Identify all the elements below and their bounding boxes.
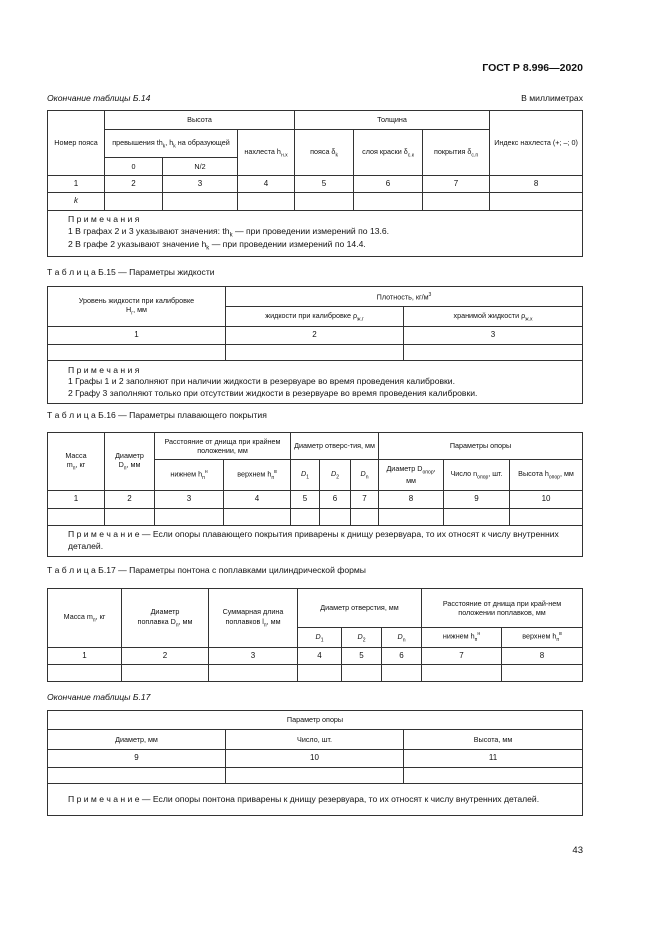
table-b17 (47, 588, 583, 682)
table-b17-end (47, 710, 583, 816)
col-support-height: Высота $h_{опор}$, мм (510, 460, 583, 491)
table-b14-units: В миллиметрах (521, 93, 583, 103)
col-d2: $D_2$ (320, 460, 351, 491)
table-b17-caption: Т а б л и ц а Б.17 — Параметры понтона с поплавками цилиндрической формы (47, 565, 366, 575)
table-b14 (47, 110, 583, 257)
col-overlap-index: Индекс нахлеста (+; –; 0) (490, 111, 583, 176)
col-n-half: N/2 (163, 158, 238, 176)
col-distance: Расстояние от днища при крайнем положении, мм (155, 433, 291, 460)
col-num: 8 (502, 648, 583, 665)
col-coating: покрытия $\delta_{с.п}$ (423, 130, 490, 176)
col-num: 5 (295, 176, 354, 193)
col-float-diameter: Диаметр поплавка $D_п$, мм (122, 589, 209, 648)
note-text: — Если опоры плавающего покрытия приварены к днищу резервуара, то их относят к числу внутренних деталей. (68, 529, 559, 551)
col-paint-layer: слоя краски $\delta_{с.к}$ (354, 130, 423, 176)
table-b17-end-note (48, 784, 583, 816)
col-num: 3 (209, 648, 298, 665)
col-d1: $D_1$ (291, 460, 320, 491)
col-num: 3 (404, 327, 583, 345)
col-num: 7 (351, 491, 379, 509)
col-support-count: Число $n_{опор}$, шт. (444, 460, 510, 491)
col-d1: $D_1$ (298, 628, 342, 648)
col-excess: превышения $th_k$, $h_k$ на образующей (105, 130, 238, 158)
col-support-param: Параметр опоры (48, 711, 583, 730)
document-id: ГОСТ Р 8.996—2020 (482, 62, 583, 74)
col-num: 4 (238, 176, 295, 193)
col-num: 6 (320, 491, 351, 509)
col-height: Высота (105, 111, 295, 130)
table-b14-caption: Окончание таблицы Б.14 (47, 93, 151, 103)
col-num: 9 (48, 750, 226, 768)
col-belt-number: Номер пояса (48, 111, 105, 176)
table-b15 (47, 286, 583, 404)
table-b16-note (48, 526, 583, 557)
col-support-diameter: Диаметр $D_{опор}$, мм (379, 460, 444, 491)
col-num: 1 (48, 327, 226, 345)
col-num: 9 (444, 491, 510, 509)
col-belt-thickness: пояса $\delta_k$ (295, 130, 354, 176)
notes-title: П р и м е ч а н и я (68, 214, 140, 224)
col-num: 8 (490, 176, 583, 193)
col-num: 4 (298, 648, 342, 665)
col-density-stored: хранимой жидкости $\rho_{ж.х}$ (404, 307, 583, 327)
col-float-length: Суммарная длина поплавков $l_п$, мм (209, 589, 298, 648)
col-num: 2 (122, 648, 209, 665)
col-num: 3 (163, 176, 238, 193)
note-title: П р и м е ч а н и е (68, 793, 140, 804)
page-number: 43 (572, 845, 583, 856)
col-zero: 0 (105, 158, 163, 176)
col-num: 2 (105, 491, 155, 509)
col-num: 8 (379, 491, 444, 509)
table-b16 (47, 432, 583, 557)
col-density: Плотность, $кг/м^3$ (226, 287, 583, 307)
col-liquid-level: Уровень жидкости при калибровке $H_г$, мм (48, 287, 226, 327)
note-text: — Если опоры понтона приварены к днищу резервуара, то их относят к числу внутренних деталей. (139, 793, 540, 804)
col-thickness: Толщина (295, 111, 490, 130)
col-num: 2 (226, 327, 404, 345)
col-height: Высота, мм (404, 730, 583, 750)
col-support-params: Параметры опоры (379, 433, 583, 460)
col-num: 5 (291, 491, 320, 509)
col-diameter: Диаметр $D_п$, мм (105, 433, 155, 491)
col-num: 7 (423, 176, 490, 193)
col-num: 5 (342, 648, 382, 665)
col-num: 1 (48, 648, 122, 665)
col-num: 3 (155, 491, 224, 509)
note-title: П р и м е ч а н и е (68, 529, 140, 540)
col-mass: Масса $m_п$, кг (48, 589, 122, 648)
col-density-calibration: жидкости при калибровке $\rho_{ж.г}$ (226, 307, 404, 327)
col-lower: нижнем $h_п^н$ (155, 460, 224, 491)
col-num: 11 (404, 750, 583, 768)
col-diameter: Диаметр, мм (48, 730, 226, 750)
col-mass: Масса $m_п$, кг (48, 433, 105, 491)
table-b14-notes (48, 211, 583, 257)
col-num: 10 (226, 750, 404, 768)
note-2: 2 Графу 3 заполняют только при отсутствии жидкости в резервуаре во время проведения калибровки. (68, 387, 478, 398)
table-b15-caption: Т а б л и ц а Б.15 — Параметры жидкости (47, 267, 215, 277)
col-num: 10 (510, 491, 583, 509)
col-upper: верхнем $h_п^в$ (502, 628, 583, 648)
col-num: 1 (48, 176, 105, 193)
col-hole-diameter: Диаметр отверс-тия, мм (291, 433, 379, 460)
col-distance: Расстояние от днища при край-нем положении поплавков, мм (422, 589, 583, 628)
col-d2: $D_2$ (342, 628, 382, 648)
col-hole-diameter: Диаметр отверстия, мм (298, 589, 422, 628)
col-overlap: нахлеста $h_{н.х}$ (238, 130, 295, 176)
notes-title: П р и м е ч а н и я (68, 364, 140, 375)
col-num: 6 (354, 176, 423, 193)
col-num: 1 (48, 491, 105, 509)
col-num: 7 (422, 648, 502, 665)
col-num: 6 (382, 648, 422, 665)
note-1: 1 Графы 1 и 2 заполняют при наличии жидкости в резервуаре во время проведения калибровки. (68, 376, 455, 387)
col-lower: нижнем $h_п^н$ (422, 628, 502, 648)
note-1: 1 В графах 2 и 3 указывают значения: $th_k$ — при проведении измерений по 13.6. (68, 225, 390, 239)
row-k: k (48, 193, 105, 211)
col-count: Число, шт. (226, 730, 404, 750)
col-dn: $D_n$ (382, 628, 422, 648)
table-b16-caption: Т а б л и ц а Б.16 — Параметры плавающего покрытия (47, 410, 267, 420)
note-2: 2 В графе 2 указывают значение $h_k$ — при проведении измерений по 14.4. (68, 239, 366, 253)
col-num: 2 (105, 176, 163, 193)
col-dn: $D_n$ (351, 460, 379, 491)
col-num: 4 (224, 491, 291, 509)
table-b17-end-caption: Окончание таблицы Б.17 (47, 692, 151, 702)
table-b15-notes (48, 361, 583, 404)
col-upper: верхнем $h_п^в$ (224, 460, 291, 491)
